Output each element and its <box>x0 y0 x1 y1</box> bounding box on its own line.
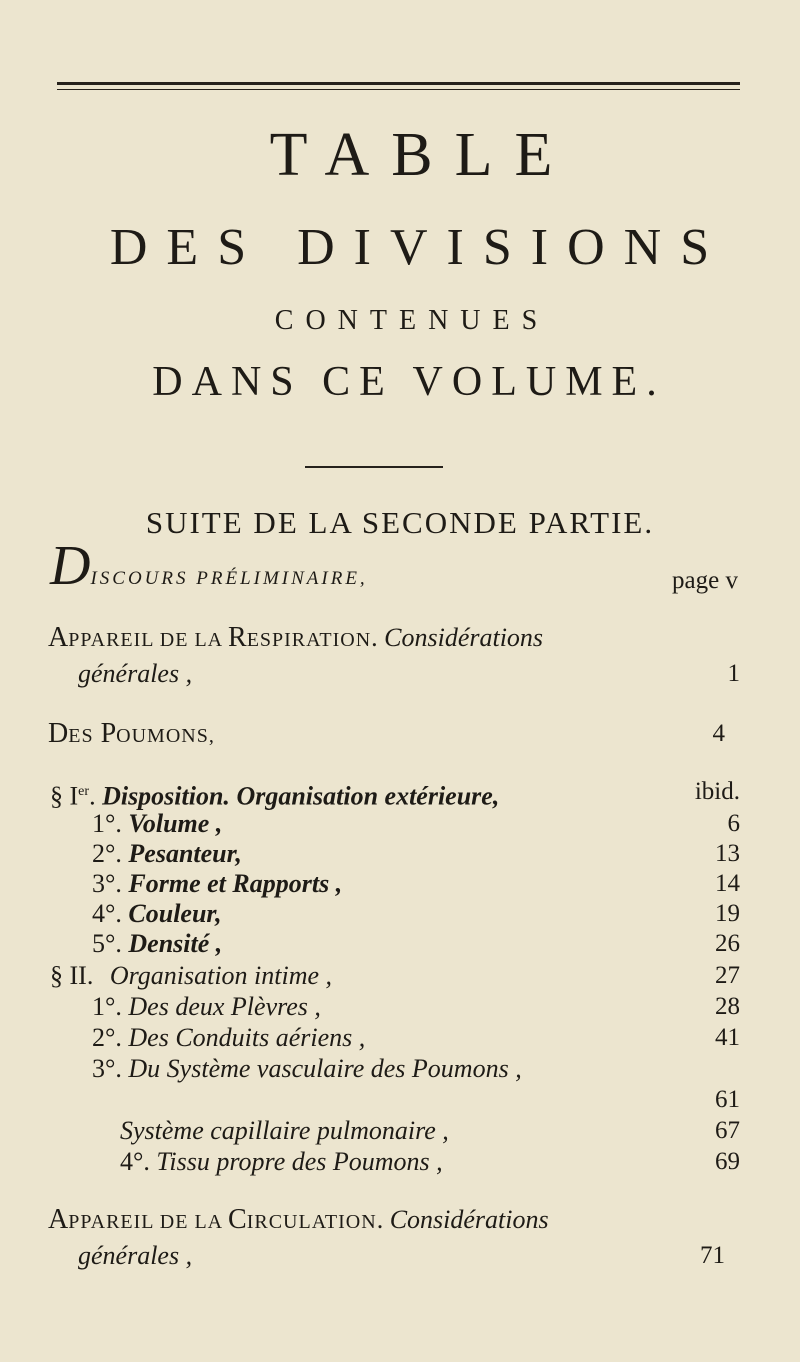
subentry-volume-page: 6 <box>727 810 740 837</box>
subentry-volume: 1°. Volume , <box>92 809 223 838</box>
section-mark: § <box>50 961 63 990</box>
subentry-densite: 5°. Densité , <box>92 929 223 958</box>
section-1-page: ibid. <box>694 778 740 805</box>
drop-initial: D <box>50 535 91 597</box>
entry-discours <box>50 535 368 597</box>
title-contenues: CONTENUES <box>274 305 550 336</box>
title-divisions: DES DIVISIONS <box>109 219 729 276</box>
subentry-pesanteur: 2°. Pesanteur, <box>92 839 242 868</box>
middle-rule <box>305 466 443 468</box>
top-rule <box>57 82 740 85</box>
entry-respiration: APPAREIL DE LA RESPIRATION. Considérations <box>48 622 544 653</box>
part-heading: SUITE DE LA SECONDE PARTIE. <box>145 505 655 540</box>
entry-circulation-page: 71 <box>700 1242 725 1269</box>
subentry-forme-page: 14 <box>715 870 740 897</box>
subentry-plevres-page: 28 <box>715 993 740 1020</box>
subentry-capillaire: Système capillaire pulmonaire , <box>120 1116 449 1145</box>
section-2: § II. Organisation intime , <box>50 961 333 990</box>
entry-respiration-cont: générales , <box>78 659 193 688</box>
subentry-forme: 3°. Forme et Rapports , <box>92 869 343 898</box>
entry-poumons: DES POUMONS, <box>48 718 215 749</box>
subentry-tissu: 4°. Tissu propre des Poumons , <box>120 1147 443 1176</box>
entry-respiration-page: 1 <box>727 660 740 687</box>
section-1: § Ier. Disposition. Organisation extérieure, <box>50 781 500 811</box>
section-mark: § <box>50 781 63 811</box>
subentry-plevres: 1°. Des deux Plèvres , <box>92 992 321 1021</box>
subentry-vasculaire: 3°. Du Système vasculaire des Poumons , <box>92 1054 522 1083</box>
entry-poumons-page: 4 <box>712 720 725 747</box>
subentry-conduits-page: 41 <box>715 1024 740 1051</box>
section-2-page: 27 <box>715 962 740 989</box>
subentry-pesanteur-page: 13 <box>715 840 740 867</box>
subentry-couleur-page: 19 <box>715 900 740 927</box>
top-rule-thin <box>57 89 740 90</box>
subentry-densite-page: 26 <box>715 930 740 957</box>
entry-discours-page: page v <box>672 567 738 594</box>
entry-circulation-cont: générales , <box>78 1241 193 1270</box>
subentry-tissu-page: 69 <box>715 1148 740 1175</box>
entry-circulation: APPAREIL DE LA CIRCULATION. Considérations <box>48 1204 549 1235</box>
subentry-capillaire-page: 67 <box>715 1117 740 1144</box>
subentry-vasculaire-page: 61 <box>715 1086 740 1113</box>
entry-discours-title: ISCOURS PRÉLIMINAIRE, <box>90 568 368 589</box>
title-volume: DANS CE VOLUME. <box>152 359 666 405</box>
title-table: TABLE <box>269 121 575 189</box>
subentry-couleur: 4°. Couleur, <box>92 899 222 928</box>
subentry-conduits: 2°. Des Conduits aériens , <box>92 1023 366 1052</box>
